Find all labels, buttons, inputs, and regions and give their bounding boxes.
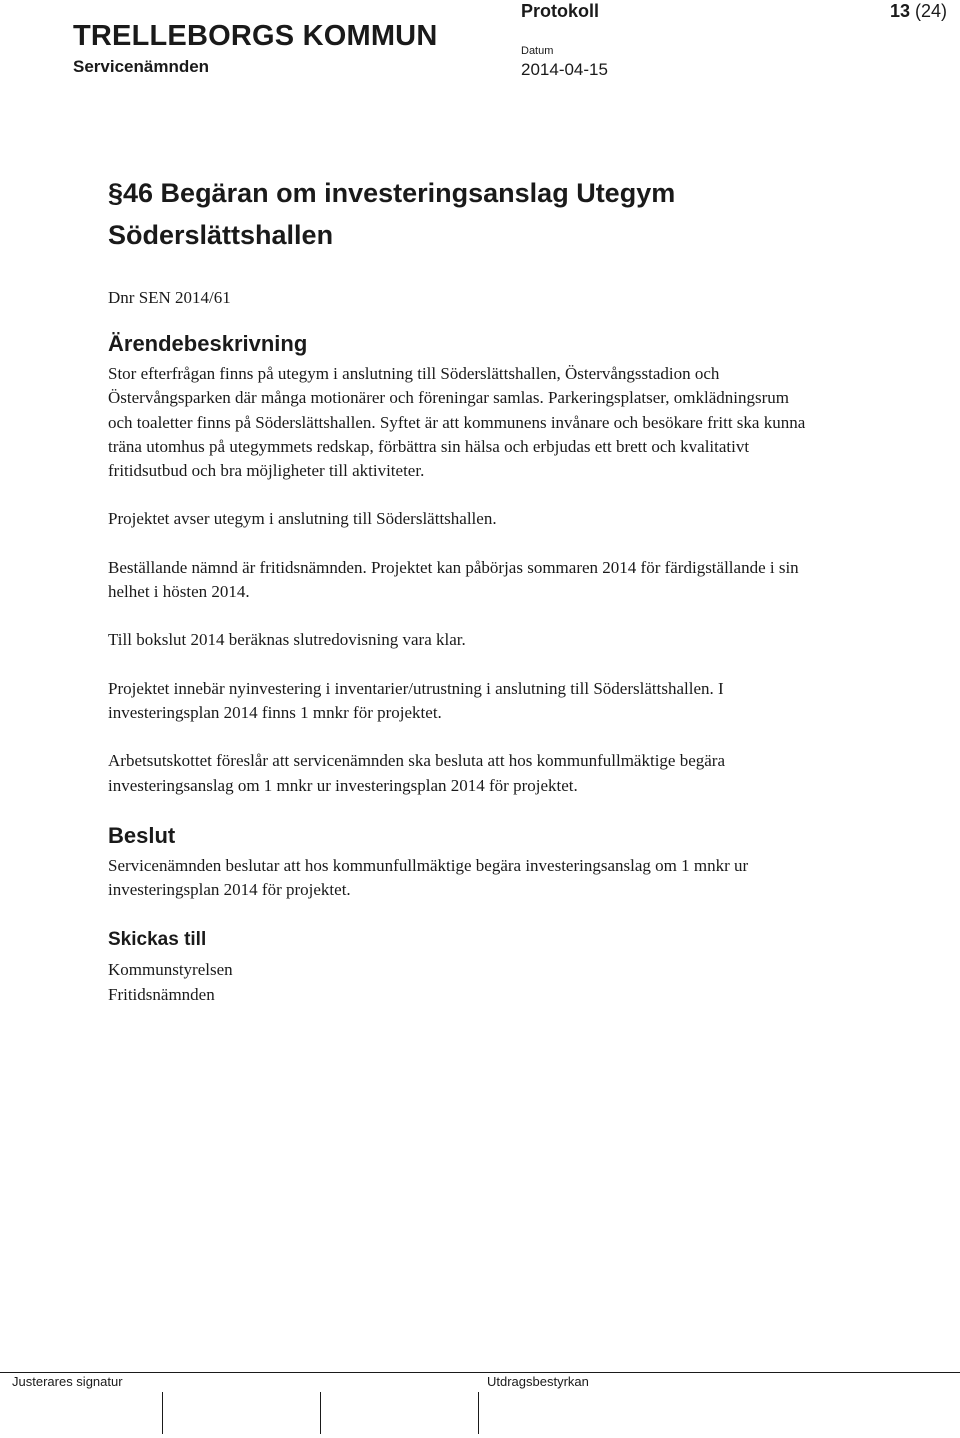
recipient-item: Kommunstyrelsen [108, 960, 233, 980]
footer-divider [0, 1372, 960, 1373]
section-title: §46 Begäran om investeringsanslag Utegym Söderslättshallen [108, 178, 676, 250]
paragraph: Till bokslut 2014 beräknas slutredovisning vara klar. [108, 630, 466, 650]
paragraph: Beställande nämnd är fritidsnämnden. Projektet kan påbörjas sommaren 2014 för färdigställande i sin helhet i hösten 2014. [108, 557, 799, 602]
signature-box-divider [478, 1392, 479, 1434]
page-current: 13 [889, 1, 910, 21]
document-body [108, 172, 808, 1007]
document-date: 2014-04-15 [521, 60, 608, 79]
paragraph: Projektet avser utegym i anslutning till Söderslättshallen. [108, 509, 497, 529]
board-name: Servicenämnden [73, 57, 210, 76]
page-number [890, 1, 947, 22]
signature-label: Justerares signatur [12, 1374, 123, 1389]
date-label: Datum [521, 45, 554, 57]
signature-box-divider [320, 1392, 321, 1434]
paragraph: Stor efterfrågan finns på utegym i anslutning till Söderslättshallen, Östervångsstadion och Östervångsparken där många motionärer och föreningar samlas. Parkeringsplatser, omklädningsrum och toaletter finns på Söderslättshallen. Syftet är att kommunens invånare och besökare fritt ska kunna träna utomhus på utegymmets redskap, förbättra sin hälsa och erbjudas ett brett och kvalitativt fritidsutbud och bra möjligheter till aktiviteter. [108, 364, 806, 481]
paragraph: Projektet innebär nyinvestering i inventarier/utrustning i anslutning till Söderslättshallen. I investeringsplan 2014 finns 1 mnkr för projektet. [108, 678, 724, 722]
paragraph: Arbetsutskottet föreslår att servicenämnden ska besluta att hos kommunfullmäktige begära investeringsanslag om 1 mnkr ur investeringsplan 2014 för projektet. [108, 751, 726, 795]
document-type: Protokoll [521, 1, 600, 21]
heading-beslut: Beslut [108, 822, 176, 848]
extract-label: Utdragsbestyrkan [487, 1374, 589, 1389]
signature-box-divider [162, 1392, 163, 1434]
organization-name: TRELLEBORGS KOMMUN [73, 20, 438, 52]
page-total: (24) [914, 1, 947, 21]
heading-arendebeskrivning: Ärendebeskrivning [108, 331, 308, 356]
recipient-item: Fritidsnämnden [108, 984, 215, 1004]
decision-text: Servicenämnden beslutar att hos kommunfullmäktige begära investeringsanslag om 1 mnkr ur investeringsplan 2014 för projektet. [108, 855, 749, 900]
diary-number: Dnr SEN 2014/61 [108, 288, 231, 307]
heading-skickas-till: Skickas till [108, 929, 207, 951]
recipient-list [108, 958, 808, 1007]
